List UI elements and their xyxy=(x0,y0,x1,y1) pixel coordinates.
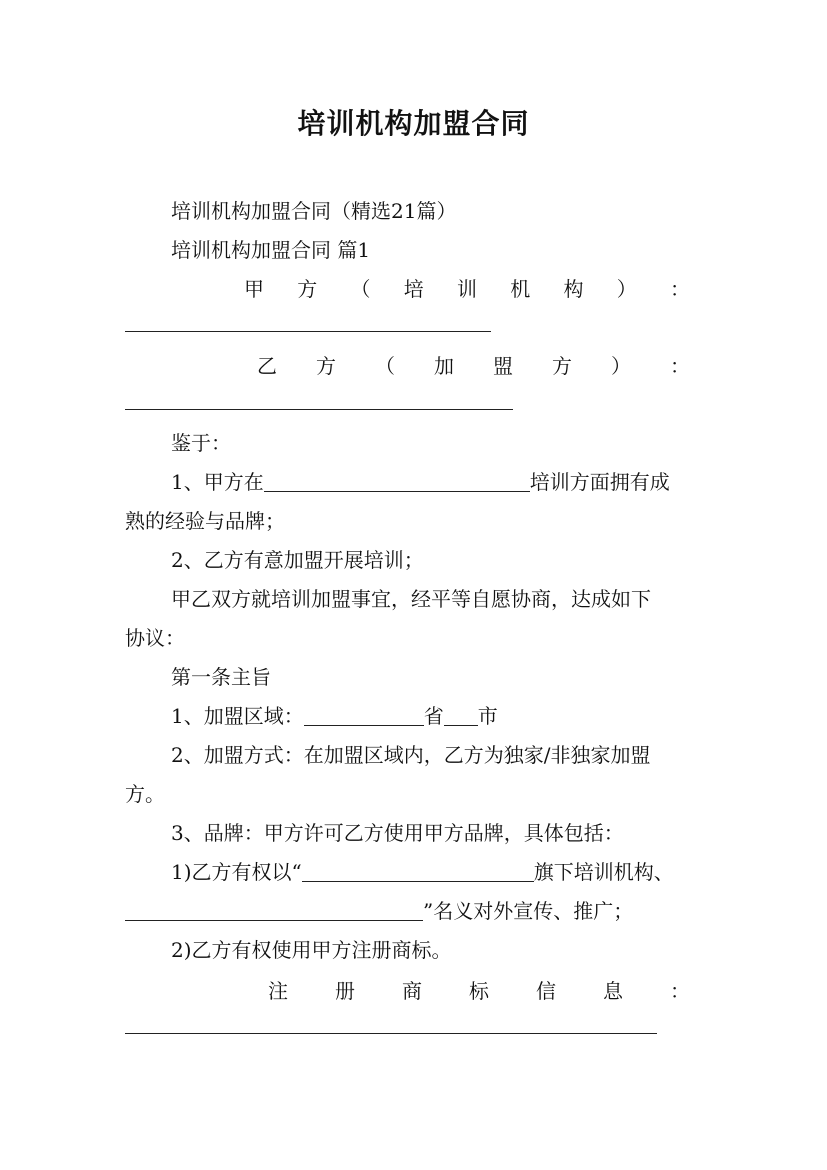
party-a-char: 构 xyxy=(563,277,584,301)
article-1-heading: 第一条主旨 xyxy=(171,665,271,689)
province-label: 省 xyxy=(423,704,444,728)
brand-item-1-continuation xyxy=(125,898,633,924)
item-1-blank xyxy=(264,471,530,492)
party-b-char: （ xyxy=(375,354,395,378)
agreement-line-1: 甲乙双方就培训加盟事宜，经平等自愿协商，达成如下 xyxy=(171,587,651,611)
whereas-heading: 鉴于： xyxy=(171,431,231,455)
party-b-line xyxy=(257,353,690,379)
agreement-line-2: 协议： xyxy=(125,626,185,650)
trademark-info-blank xyxy=(125,1033,657,1034)
province-blank xyxy=(304,705,424,726)
trademark-char: 册 xyxy=(335,979,355,1003)
party-a-char: 培 xyxy=(403,277,424,301)
brand-item-1-suffix: 旗下培训机构、 xyxy=(533,860,674,884)
party-a-blank xyxy=(125,331,491,332)
mode-line-1: 2、加盟方式：在加盟区域内，乙方为独家/非独家加盟 xyxy=(171,743,651,767)
party-b-char: ） xyxy=(611,354,631,378)
trademark-char: ： xyxy=(670,979,690,1003)
trademark-char: 标 xyxy=(469,979,489,1003)
item-1-prefix: 1、甲方在 xyxy=(171,470,264,494)
item-1-continuation: 熟的经验与品牌； xyxy=(125,509,285,533)
brand-item-1-blank xyxy=(302,861,534,882)
party-b-blank xyxy=(125,409,513,410)
region-prefix: 1、加盟区域： xyxy=(171,704,304,728)
document-title: 培训机构加盟合同 xyxy=(297,107,530,140)
party-a-char: （ xyxy=(350,277,371,301)
region-line xyxy=(171,703,498,729)
party-a-char: ： xyxy=(670,277,690,301)
party-a-char: 甲 xyxy=(244,277,264,301)
trademark-char: 商 xyxy=(402,979,422,1003)
party-b-char: 乙 xyxy=(257,354,277,378)
party-a-char: ） xyxy=(616,277,637,301)
brand-item-2-line: 2)乙方有权使用甲方注册商标。 xyxy=(171,938,452,962)
item-2-line: 2、乙方有意加盟开展培训； xyxy=(171,548,424,572)
party-b-char: ： xyxy=(670,354,690,378)
item-1-suffix: 培训方面拥有成 xyxy=(529,470,670,494)
trademark-char: 息 xyxy=(603,979,623,1003)
trademark-char: 注 xyxy=(268,979,288,1003)
party-a-line xyxy=(244,276,690,302)
city-label: 市 xyxy=(477,704,498,728)
brand-name-blank xyxy=(125,900,423,921)
chapter-heading: 培训机构加盟合同 篇1 xyxy=(171,238,371,262)
brand-line: 3、品牌：甲方许可乙方使用甲方品牌，具体包括： xyxy=(171,821,624,845)
mode-line-2: 方。 xyxy=(125,782,165,806)
party-a-char: 训 xyxy=(457,277,477,301)
party-b-char: 盟 xyxy=(493,354,513,378)
brand-item-1-tail: ”名义对外宣传、推广； xyxy=(423,899,634,923)
city-blank xyxy=(444,705,478,726)
party-a-char: 机 xyxy=(510,277,531,301)
party-a-char: 方 xyxy=(297,277,318,301)
item-1-line xyxy=(171,469,670,495)
brand-item-1-line xyxy=(171,859,674,885)
party-b-char: 方 xyxy=(316,354,336,378)
party-b-char: 加 xyxy=(434,354,454,378)
brand-item-1-prefix: 1)乙方有权以“ xyxy=(171,860,302,884)
party-b-char: 方 xyxy=(552,354,572,378)
subtitle: 培训机构加盟合同（精选21篇） xyxy=(171,199,457,223)
trademark-char: 信 xyxy=(536,979,556,1003)
trademark-info-line xyxy=(268,978,690,1004)
